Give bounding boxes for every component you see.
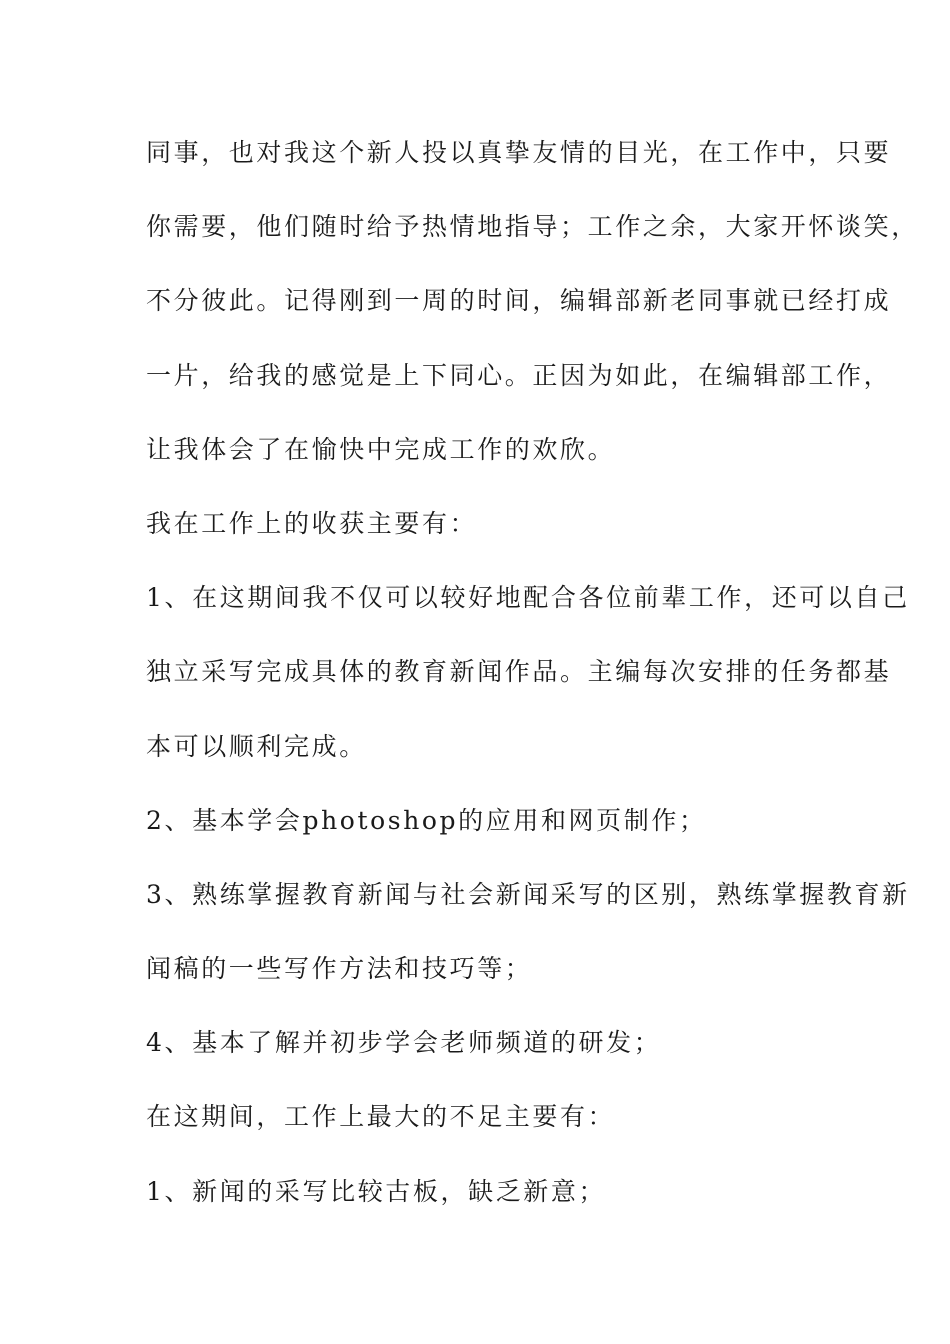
- text-line: 4、基本了解并初步学会老师频道的研发；: [146, 1028, 662, 1058]
- text-line: 闻稿的一些写作方法和技巧等；: [146, 954, 533, 984]
- text-line: 3、熟练掌握教育新闻与社会新闻采写的区别，熟练掌握教育新: [146, 879, 910, 909]
- text-line: 同事，也对我这个新人投以真挚友情的目光，在工作中，只要: [146, 138, 892, 167]
- text-line: 我在工作上的收获主要有：: [146, 508, 478, 538]
- text-line: 一片，给我的感觉是上下同心。正因为如此，在编辑部工作，: [146, 360, 892, 390]
- text-line: 在这期间，工作上最大的不足主要有：: [146, 1102, 616, 1132]
- text-line: 不分彼此。记得刚到一周的时间，编辑部新老同事就已经打成: [146, 286, 892, 316]
- text-line: 1、在这期间我不仅可以较好地配合各位前辈工作，还可以自己: [146, 583, 910, 613]
- text-line: 你需要，他们随时给予热情地指导；工作之余，大家开怀谈笑，: [146, 212, 919, 242]
- text-line: 让我体会了在愉快中完成工作的欢欣。: [146, 434, 616, 464]
- text-line: 本可以顺利完成。: [146, 731, 367, 761]
- text-line: 1、新闻的采写比较古板，缺乏新意；: [146, 1176, 607, 1206]
- document-body: [146, 131, 919, 1244]
- text-line: 2、基本学会photoshop的应用和网页制作；: [146, 805, 707, 835]
- text-line: 独立采写完成具体的教育新闻作品。主编每次安排的任务都基: [146, 657, 892, 687]
